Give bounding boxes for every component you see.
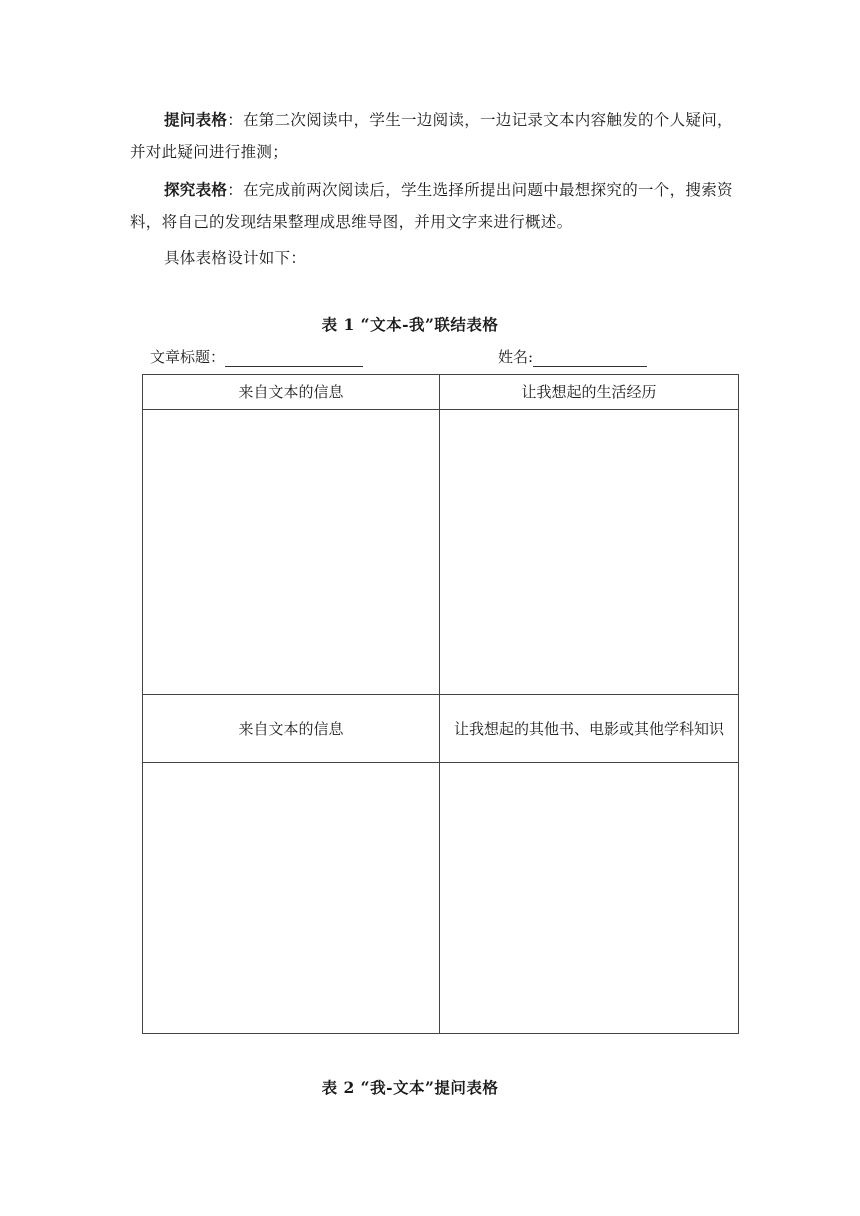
- blank-cell: [440, 410, 739, 695]
- paragraph-explore-table: [130, 174, 740, 238]
- article-title-label: 文章标题：: [150, 348, 226, 366]
- paragraph-text: ：在完成前两次阅读后，学生选择所提出问题中最想探究的一个，搜索资料，将自己的发现结果整理成思维导图，并用文字来进行概述。: [130, 181, 733, 231]
- table-row: [143, 763, 739, 1034]
- header-text-info-2: 来自文本的信息: [143, 695, 440, 763]
- name-label: 姓名:: [498, 348, 534, 366]
- term-explore-table: 探究表格: [164, 180, 228, 199]
- blank-cell: [143, 410, 440, 695]
- table1: [142, 374, 739, 1034]
- term-question-table: 提问表格: [164, 110, 228, 129]
- article-title-blank: [225, 350, 363, 367]
- name-field: [498, 346, 647, 367]
- table2-caption: 表 2 “我-文本”提问表格: [321, 1078, 499, 1097]
- paragraph-question-table: [130, 104, 740, 168]
- table1-caption: 表 1 “文本-我”联结表格: [321, 315, 499, 334]
- blank-cell: [440, 763, 739, 1034]
- header-text-info: 来自文本的信息: [143, 375, 440, 410]
- table1-meta-row: [150, 346, 750, 370]
- header-life-experience: 让我想起的生活经历: [440, 375, 739, 410]
- header-other-knowledge: 让我想起的其他书、电影或其他学科知识: [440, 695, 739, 763]
- article-title-field: [150, 346, 363, 367]
- table-row: [143, 375, 739, 410]
- name-blank: [533, 350, 647, 367]
- blank-cell: [143, 763, 440, 1034]
- table-row: [143, 695, 739, 763]
- paragraph-intro: [130, 242, 740, 274]
- table-row: [143, 410, 739, 695]
- paragraph-text: ：在第二次阅读中，学生一边阅读，一边记录文本内容触发的个人疑问，并对此疑问进行推测；: [130, 111, 733, 161]
- paragraph-text: 具体表格设计如下：: [164, 249, 307, 267]
